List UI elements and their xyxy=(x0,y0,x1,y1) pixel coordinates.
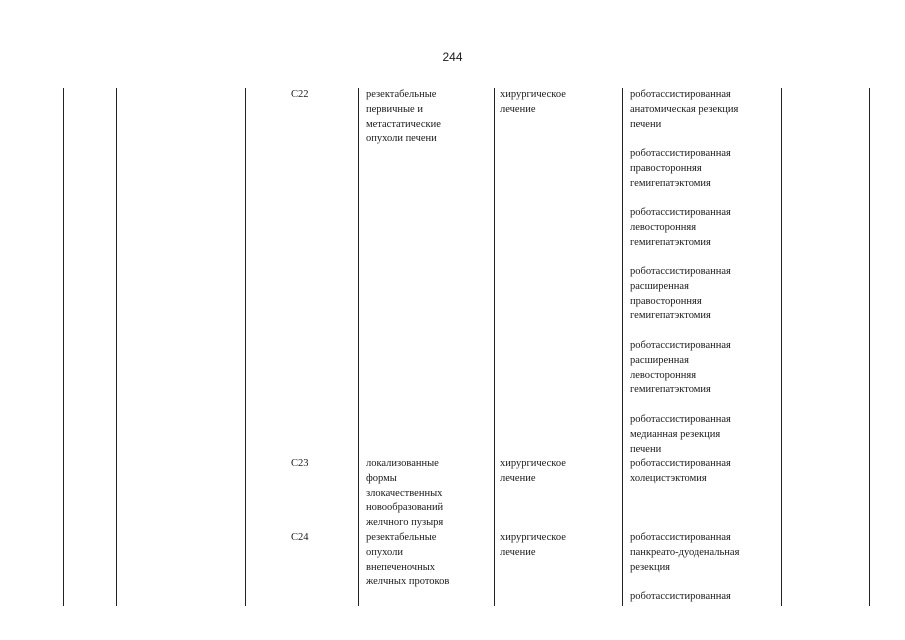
table-rule xyxy=(781,88,782,606)
diagnosis-code: C24 xyxy=(291,532,309,543)
treatment-method: роботассистированная панкреато-дуоденальная резекция xyxy=(630,532,740,573)
table-rule xyxy=(494,88,495,606)
treatment-method: роботассистированная холецистэктомия xyxy=(630,458,731,484)
treatment-type: хирургическое лечение xyxy=(500,458,566,484)
table-rule xyxy=(358,88,359,606)
diagnosis-description: локализованные формы злокачественных новообразований желчного пузыря xyxy=(366,458,444,529)
page-number: 244 xyxy=(442,50,463,64)
table-rule xyxy=(116,88,117,606)
treatment-type: хирургическое лечение xyxy=(500,89,566,115)
treatment-method: роботассистированная левосторонняя гемигепатэктомия xyxy=(630,207,731,248)
treatment-method: роботассистированная xyxy=(630,591,731,602)
diagnosis-description: резектабельные первичные и метастатические опухоли печени xyxy=(366,89,441,145)
diagnosis-code: C23 xyxy=(291,458,309,469)
treatment-method: роботассистированная расширенная левосторонняя гемигепатэктомия xyxy=(630,340,731,396)
treatment-method: роботассистированная медианная резекция печени xyxy=(630,414,731,455)
diagnosis-code: C22 xyxy=(291,89,309,100)
table-rule xyxy=(622,88,623,606)
treatment-type: хирургическое лечение xyxy=(500,532,566,558)
diagnosis-description: резектабельные опухоли внепеченочных желчных протоков xyxy=(366,532,450,588)
table-rule xyxy=(63,88,64,606)
table-rule xyxy=(869,88,870,606)
treatment-method: роботассистированная правосторонняя гемигепатэктомия xyxy=(630,148,731,189)
treatment-method: роботассистированная расширенная правосторонняя гемигепатэктомия xyxy=(630,266,731,322)
treatment-method: роботассистированная анатомическая резекция печени xyxy=(630,89,739,130)
table-rule xyxy=(245,88,246,606)
